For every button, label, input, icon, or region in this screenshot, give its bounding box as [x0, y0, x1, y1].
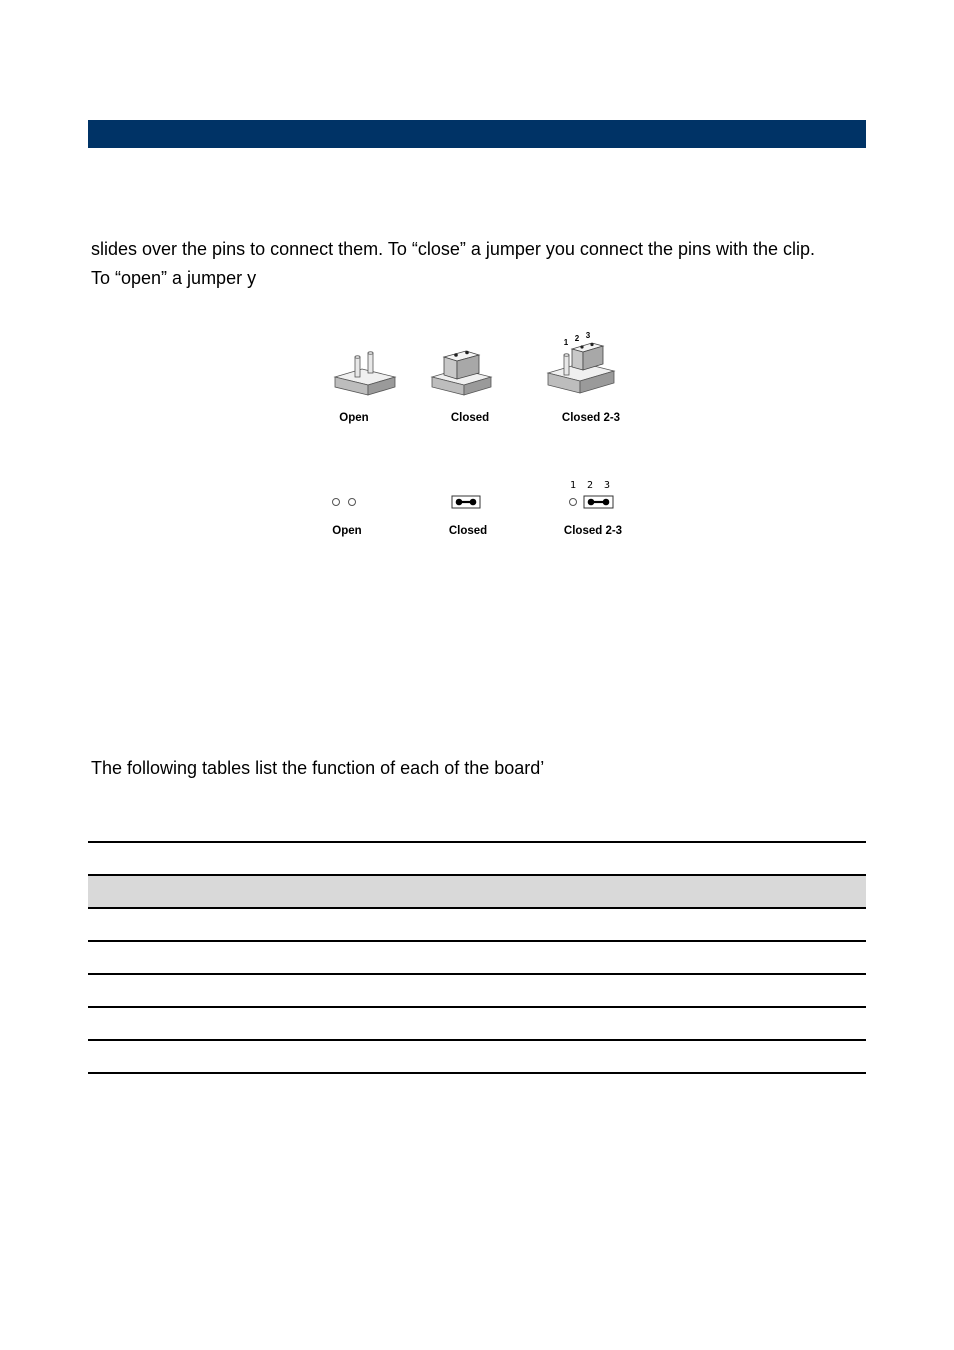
label-closed-2-3-3d: Closed 2-3	[561, 412, 621, 424]
table-row	[88, 1008, 866, 1041]
closed-2-3-jumper-3d	[548, 343, 614, 393]
table-row	[88, 909, 866, 942]
open-jumper-3d	[335, 352, 395, 395]
pin-number-1-schematic: 1	[569, 480, 577, 491]
closed-2-3-jumper-schematic	[570, 496, 614, 508]
jumper-diagram	[320, 325, 640, 550]
section-header-bar	[88, 120, 866, 148]
intro-line-2: To “open” a jumper y	[91, 268, 257, 288]
pin-number-2-schematic: 2	[586, 480, 594, 491]
table-header-row	[88, 876, 866, 909]
closed-jumper-schematic	[452, 496, 480, 508]
label-closed-2-3-schematic: Closed 2-3	[563, 525, 623, 537]
jumper-figure	[320, 325, 640, 550]
label-closed-schematic: Closed	[448, 525, 488, 537]
intro-paragraph	[91, 235, 815, 293]
label-open-3d: Open	[339, 412, 369, 424]
table-row	[88, 975, 866, 1008]
table-title-row	[88, 841, 866, 876]
tables-intro-paragraph: The following tables list the function of each of the board’	[91, 758, 545, 778]
pin-number-2-3d: 2	[574, 334, 580, 343]
table-row	[88, 942, 866, 975]
pin-number-3-schematic: 3	[603, 480, 611, 491]
pin-number-3-3d: 3	[585, 331, 591, 340]
jumper-settings-table	[88, 841, 866, 1074]
pin-number-1-3d: 1	[563, 338, 569, 347]
open-jumper-schematic	[333, 499, 356, 506]
closed-jumper-3d	[432, 351, 491, 395]
label-open-schematic: Open	[332, 525, 362, 537]
intro-line-1: slides over the pins to connect them. To “close” a jumper you connect the pins with the clip.	[91, 239, 816, 259]
label-closed-3d: Closed	[450, 412, 490, 424]
table-row	[88, 1041, 866, 1074]
